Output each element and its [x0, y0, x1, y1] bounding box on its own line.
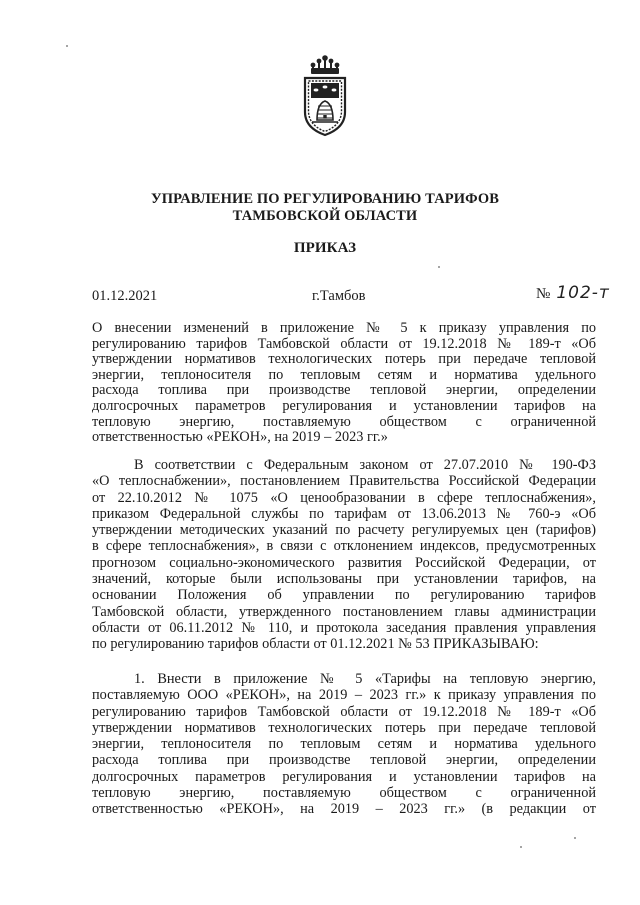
subject-line: энергии, теплоносителя по тепловым сетям и норматива удельного [92, 366, 596, 383]
order-number-handwritten: 102-т [556, 283, 610, 303]
subject-line: ответственностью «РЕКОН», на 2019 – 2023 гг.» [92, 429, 388, 446]
scan-speck [66, 45, 68, 47]
subject-line: тепловую энергию, поставляемую обществом с ограниченной [92, 413, 596, 430]
preamble-line: прогнозом социально-экономического развития Российской Федерации, от [92, 554, 596, 571]
item-line: энергии, теплоносителя по тепловым сетям и норматива удельного [92, 736, 596, 753]
order-preamble [92, 457, 596, 653]
preamble-line: в сфере теплоснабжения», в связи с отклонением индексов, предусмотренных [92, 538, 596, 555]
preamble-line: приказом Федеральной службы по тарифам от 13.06.2013 № 760-э «Об [92, 505, 596, 522]
preamble-line: основании Положения об управлении по регулированию тарифов [92, 587, 596, 604]
item-line: ответственностью «РЕКОН», на 2019 – 2023 гг.» (в редакции от [92, 801, 596, 818]
document-type-title: ПРИКАЗ [293, 240, 357, 256]
preamble-line: утверждении методических указаний по расчету регулируемых цен (тарифов) [92, 522, 596, 539]
subject-line: утверждении нормативов технологических потерь при передаче тепловой [92, 351, 596, 368]
item-line: расхода топлива при производстве тепловой энергии, определении [92, 752, 596, 769]
tambov-coat-of-arms-icon [299, 54, 351, 138]
preamble-line: от 22.10.2012 № 1075 «О ценообразовании в сфере теплоснабжения», [92, 489, 596, 506]
item-line: утверждении нормативов технологических потерь при передаче тепловой [92, 719, 596, 736]
order-subject [92, 321, 596, 446]
preamble-line: «О теплоснабжении», постановлением Правительства Российской Федерации [92, 473, 596, 490]
item-line: тепловую энергию, поставляемую обществом с ограниченной [92, 785, 596, 802]
preamble-line: области от 06.11.2012 № 110, и протокола заседания правления управления [92, 619, 596, 636]
item-line: регулированию тарифов Тамбовской области от 19.12.2018 № 189-т «Об [92, 703, 596, 720]
order-number [536, 283, 610, 303]
subject-line: О внесении изменений в приложение № 5 к приказу управления по [92, 320, 596, 336]
preamble-line: Тамбовской области, утвержденного постановлением главы администрации [92, 603, 596, 620]
item-line: долгосрочных параметров регулирования и установлении тарифов на [92, 768, 596, 785]
org-name-line-1: УПРАВЛЕНИЕ ПО РЕГУЛИРОВАНИЮ ТАРИФОВ [150, 191, 500, 207]
order-city: г.Тамбов [312, 288, 366, 304]
subject-line: регулированию тарифов Тамбовской области от 19.12.2018 № 189-т «Об [92, 335, 596, 352]
preamble-line: по регулированию тарифов области от 01.12.2021 № 53 ПРИКАЗЫВАЮ: [92, 636, 539, 653]
subject-line: долгосрочных параметров регулирования и установлении тарифов на [92, 397, 596, 414]
item-line: 1. Внести в приложение № 5 «Тарифы на тепловую энергию, [134, 671, 596, 687]
subject-line: расхода топлива при производстве тепловой энергии, определении [92, 382, 596, 399]
org-name-line-2: ТАМБОВСКОЙ ОБЛАСТИ [232, 208, 418, 224]
preamble-line: В соответствии с Федеральным законом от 27.07.2010 № 190-ФЗ [134, 457, 596, 473]
preamble-line: значений, которые были использованы при установлении тарифов, на [92, 571, 596, 588]
order-number-label: № [536, 286, 551, 302]
order-item-1 [92, 671, 596, 818]
item-line: поставляемую ООО «РЕКОН», на 2019 – 2023 гг.» к приказу управления по [92, 687, 596, 704]
scan-speck [574, 837, 576, 839]
order-date: 01.12.2021 [92, 288, 158, 304]
scan-speck [520, 846, 522, 848]
scan-speck [438, 266, 440, 268]
